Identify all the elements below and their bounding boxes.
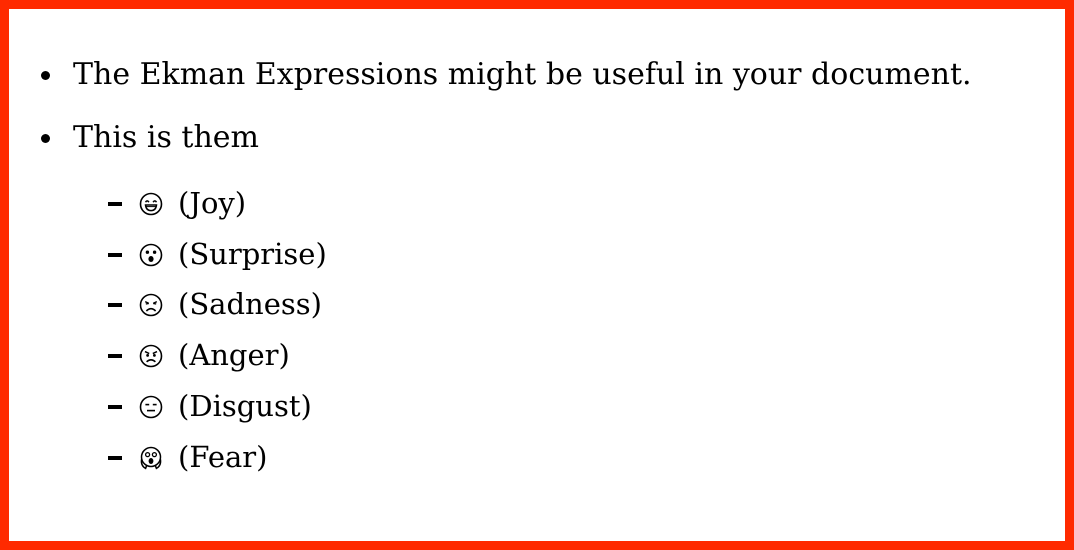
bullet-text: This is them (73, 120, 259, 155)
disgust-face-icon (139, 395, 163, 419)
expression-label: (Joy) (178, 186, 247, 220)
expression-label: (Sadness) (178, 287, 322, 321)
bullet-dot (41, 134, 50, 143)
dash-marker (108, 456, 122, 460)
expression-label: (Fear) (178, 440, 268, 474)
dash-marker (108, 303, 122, 307)
dash-marker (108, 253, 122, 257)
expression-label: (Anger) (178, 338, 290, 372)
bullet-text: The Ekman Expressions might be useful in your document. (73, 57, 972, 92)
expression-label: (Disgust) (178, 389, 312, 423)
bullet-dot (41, 71, 50, 80)
anger-face-icon (139, 344, 163, 368)
dash-marker (108, 354, 122, 358)
dash-marker (108, 405, 122, 409)
dash-marker (108, 202, 122, 206)
surprise-face-icon (139, 243, 163, 267)
joy-face-icon (139, 192, 163, 216)
sadness-face-icon (139, 293, 163, 317)
expression-label: (Surprise) (178, 237, 327, 271)
fear-face-icon (139, 446, 163, 470)
